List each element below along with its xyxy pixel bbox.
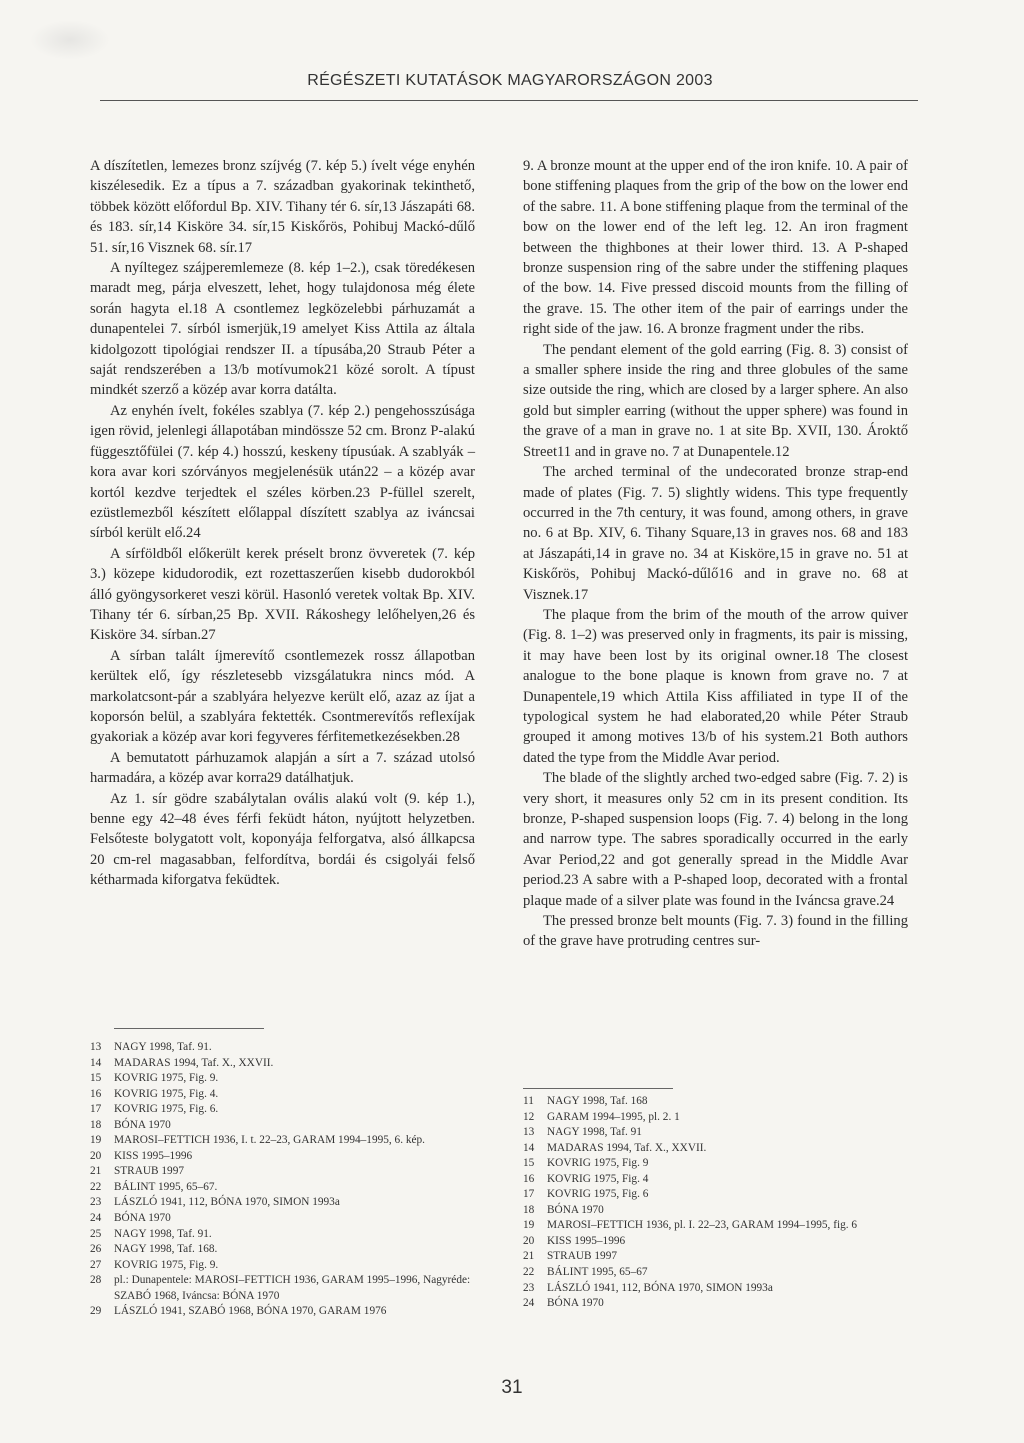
paragraph: A nyíltegez szájperemlemeze (8. kép 1–2.), csak töredékesen maradt meg, párja elveszett, lehet, hogy tulajdonosa még élete során hagyta el.18 A csontlemez legközelebbi párhuzamát a dunapentelei 7. sírból ismerjük,19 amelyet Kiss Attila az általa kidolgozott tipológiai rendszer II. a típusába,20 Straub Péter a saját rendszerében a 13/b motívumok21 közé sorolt. A típust mindkét szerző a közép avar korra datálta. [90, 260, 475, 399]
footnote-text: BÓNA 1970 [114, 1118, 171, 1131]
footnote [523, 1110, 908, 1126]
footnote-text: BÓNA 1970 [547, 1297, 604, 1310]
footnote [90, 1211, 475, 1227]
footnote-number: 20 [90, 1149, 102, 1162]
footnote-text: BÓNA 1970 [547, 1203, 604, 1216]
footnote-text: KISS 1995–1996 [547, 1234, 626, 1247]
page-number: 31 [501, 1377, 523, 1398]
footnote [90, 1180, 475, 1196]
footnote-text: STRAUB 1997 [114, 1165, 184, 1178]
footnote-text: KOVRIG 1975, Fig. 6 [547, 1188, 649, 1201]
footnote [523, 1281, 908, 1297]
paragraph: Az enyhén ívelt, fokéles szablya (7. kép 2.) pengehosszúsága igen rövid, jelenlegi állapotában mindössze 52 cm. Bronz P-alakú függesztőfülei (7. kép 4.) hosszú, keskeny típusúak. A szablyák – kora avar kori szórványos megjelenésük után22 – a közép avar kortól kezdve terjedtek el széles körben.23 P-füllel szerelt, ezüstlemezből készített előlappal díszített szablya az iváncsai sírból került elő.24 [90, 402, 475, 542]
footnote-text: KOVRIG 1975, Fig. 9. [114, 1072, 219, 1085]
footnote [90, 1242, 475, 1258]
footnote [90, 1087, 475, 1103]
footnote-number: 16 [90, 1087, 102, 1100]
footnote [90, 1102, 475, 1118]
footnote-number: 16 [523, 1172, 535, 1185]
footnote-number: 19 [90, 1134, 102, 1147]
footnote [523, 1234, 908, 1250]
footnote-text: BÓNA 1970 [114, 1212, 171, 1225]
footnote [90, 1149, 475, 1165]
left-footnotes [90, 1040, 475, 1320]
footnote [523, 1203, 908, 1219]
footnote [90, 1071, 475, 1087]
footnote-text: KOVRIG 1975, Fig. 9 [547, 1157, 649, 1170]
footnote [523, 1296, 908, 1312]
footnote-number: 23 [90, 1196, 102, 1209]
footnote-text: LÁSZLÓ 1941, 112, BÓNA 1970, SIMON 1993a [547, 1281, 773, 1294]
right-column [523, 156, 908, 952]
paragraph: Az 1. sír gödre szabálytalan ovális alakú volt (9. kép 1.), benne egy 42–48 éves férfi feküdt háton, nyújtott helyzetben. Felsőteste bolygatott volt, koponyája felforgatva, alsó állkapcsa 20 cm-rel magasabban, felfordítva, bordái és csigolyái felső kétharmada kiforgatva feküdtek. [90, 790, 475, 889]
footnote-number: 25 [90, 1227, 102, 1240]
footnote-number: 21 [523, 1250, 535, 1263]
footnote-text: KOVRIG 1975, Fig. 9. [114, 1258, 219, 1271]
footnote-number: 20 [523, 1234, 535, 1247]
footnote-text: MADARAS 1994, Taf. X., XXVII. [114, 1056, 274, 1069]
paragraph: The blade of the slightly arched two-edged sabre (Fig. 7. 2) is very short, it measures only 52 cm in its present condition. Its bronze, P-shaped suspension loops (Fig. 7. 4) belong in the long and narrow type. The sabres sporadically occurred in the early Avar Period,22 and got generally spread in the Middle Avar period.23 A sabre with a P-shaped loop, decorated with a frontal plaque made of a silver plate was found in the Iváncsa grave.24 [523, 770, 908, 909]
footnote [523, 1249, 908, 1265]
footnote-number: 18 [90, 1118, 102, 1131]
footnote-text: NAGY 1998, Taf. 168. [114, 1243, 218, 1256]
paragraph: A sírföldből előkerült kerek préselt bronz övveretek (7. kép 3.) közepe kidudorodik, ezt rozettaszerűen kisebb dudorokból álló gyöngysorkeret veszi körül. Hasonló veretek voltak Bp. XIV. Tihany tér 6. sírban,25 Bp. XVII. Rákoshegy lelőhelyen,26 és Kisköre 34. sírban.27 [90, 545, 475, 644]
footnote-text: LÁSZLÓ 1941, 112, BÓNA 1970, SIMON 1993a [114, 1196, 340, 1209]
footnote-text: STRAUB 1997 [547, 1250, 617, 1263]
paragraph: A bemutatott párhuzamok alapján a sírt a 7. század utolsó harmadára, a közép avar korra29 datálhatjuk. [90, 749, 475, 787]
footnote-number: 22 [90, 1180, 102, 1193]
paragraph: The pendant element of the gold earring (Fig. 8. 3) consist of a smaller sphere inside the ring and three globules of the same size outside the ring, which are closed by a larger sphere. An also gold but simpler earring (without the upper sphere) was found in the grave of a man in grave no. 1 at site Bp. XVII, 130. Ároktő Street11 and in grave no. 7 at Dunapentele.12 [523, 341, 908, 460]
footnote-text: BÁLINT 1995, 65–67 [547, 1266, 648, 1279]
footnote [523, 1187, 908, 1203]
footnote-text: NAGY 1998, Taf. 168 [547, 1095, 648, 1107]
footnote-text: KOVRIG 1975, Fig. 4 [547, 1172, 649, 1185]
footnote-number: 24 [90, 1212, 102, 1225]
footnote-rule [523, 1088, 673, 1089]
footnote-number: 14 [90, 1056, 102, 1069]
footnote-number: 15 [523, 1157, 535, 1170]
footnote-number: 13 [90, 1041, 102, 1053]
footnote-text: NAGY 1998, Taf. 91. [114, 1041, 212, 1053]
footnote-text: GARAM 1994–1995, pl. 2. 1 [547, 1110, 680, 1123]
paragraph: The arched terminal of the undecorated bronze strap-end made of plates (Fig. 7. 5) slightly widens. This type frequently occurred in the 7th century, it was found, among others, in grave no. 6 at Bp. XIV, 6. Tihany Square,13 in graves nos. 68 and 183 at Jászapáti,14 in grave no. 34 at Kisköre,15 in grave no. 51 at Kiskőrös, Pohibuj Mackó-dűlő16 and in grave no. 68 at Visznek.17 [523, 464, 908, 603]
footnote-text: LÁSZLÓ 1941, SZABÓ 1968, BÓNA 1970, GARAM 1976 [114, 1305, 387, 1318]
footnote-number: 17 [90, 1103, 102, 1116]
footnote-number: 17 [523, 1188, 535, 1201]
footnote [90, 1195, 475, 1211]
paragraph: The plaque from the brim of the mouth of the arrow quiver (Fig. 8. 1–2) was preserved only in fragments, its pair is missing, it may have been lost by its original owner.18 The closest analogue to the bone plaque is known from grave no. 7 at Dunapentele,19 which Attila Kiss affiliated in type II of the typological system he had elaborated,20 while Péter Straub grouped it among motives 13/b of his system.21 Both authors dated the type from the Middle Avar period. [523, 606, 908, 766]
header-rule [100, 100, 918, 101]
footnote-text: KISS 1995–1996 [114, 1149, 193, 1162]
running-header: RÉGÉSZETI KUTATÁSOK MAGYARORSZÁGON 2003 [307, 72, 713, 89]
footnote [90, 1056, 475, 1072]
footnote [523, 1141, 908, 1157]
footnote-text: pl.: Dunapentele: MAROSI–FETTICH 1936, GARAM 1995–1996, Nagyréde: SZABÓ 1968, Iváncsa: BÓNA 1970 [114, 1274, 471, 1302]
footnote [90, 1133, 475, 1149]
footnote-number: 27 [90, 1258, 102, 1271]
footnote [90, 1273, 475, 1304]
footnote-number: 13 [523, 1126, 535, 1139]
footnote [523, 1094, 908, 1110]
paragraph: A sírban talált íjmerevítő csontlemezek rossz állapotban kerültek elő, így részletesebb vizsgálatukra nincs mód. A markolatcsont-pár a szablyára helyezve került elő, azaz az íjat a koporsón belül, a szablyára fektették. Csontmerevítős reflexíjak gyakoriak a közép avar kori fegyveres férfitemetkezésekben.28 [90, 647, 475, 746]
footnote [523, 1218, 908, 1234]
footnote-number: 22 [523, 1266, 535, 1279]
paragraph: A díszítetlen, lemezes bronz szíjvég (7. kép 5.) ívelt vége enyhén kiszélesedik. Ez a típus a 7. században gyakorinak tekinthető, többek között előfordul Bp. XIV. Tihany tér 6. sír,13 Jászapáti 68. és 183. sír,14 Kisköre 34. sír,15 Kiskőrös, Pohibuj Mackó-dűlő 51. sír,16 Visznek 68. sír.17 [90, 158, 475, 256]
footnote-number: 11 [523, 1095, 534, 1107]
footnote [523, 1172, 908, 1188]
footnote-number: 14 [523, 1141, 535, 1154]
footnote [90, 1164, 475, 1180]
right-footnotes [523, 1094, 908, 1312]
footnote [90, 1227, 475, 1243]
footnote-text: NAGY 1998, Taf. 91. [114, 1227, 212, 1240]
footnote-text: KOVRIG 1975, Fig. 6. [114, 1103, 219, 1116]
footnote [90, 1258, 475, 1274]
left-column [90, 156, 475, 891]
footnote-number: 29 [90, 1305, 102, 1318]
footnote-number: 18 [523, 1203, 535, 1216]
footnote [90, 1304, 475, 1320]
footnote-number: 21 [90, 1165, 102, 1178]
footnote-number: 28 [90, 1274, 102, 1287]
footnote-text: MAROSI–FETTICH 1936, I. t. 22–23, GARAM 1994–1995, 6. kép. [114, 1134, 425, 1147]
footnote-number: 12 [523, 1110, 535, 1123]
paragraph: 9. A bronze mount at the upper end of the iron knife. 10. A pair of bone stiffening plaques from the grip of the bow on the lower end of the sabre. 11. A bone stiffening plaque from the terminal of the bow on the lower end of the left leg. 12. An iron fragment between the thighbones at their lower third. 13. A P-shaped bronze suspension ring of the sabre under the stiffening plaques of the bow. 14. Five pressed discoid mounts from the filling of the grave. 15. The other item of the pair of earrings under the right side of the jaw. 16. A bronze fragment under the ribs. [523, 158, 908, 338]
footnote [523, 1156, 908, 1172]
footnote-number: 19 [523, 1219, 535, 1232]
footnote [90, 1040, 475, 1056]
footnote-text: BÁLINT 1995, 65–67. [114, 1180, 218, 1193]
footnote-number: 23 [523, 1281, 535, 1294]
paragraph: The pressed bronze belt mounts (Fig. 7. 3) found in the filling of the grave have protruding centres sur- [523, 913, 908, 950]
footnote-number: 24 [523, 1297, 535, 1310]
footnote-text: MADARAS 1994, Taf. X., XXVII. [547, 1141, 707, 1154]
footnote-rule [114, 1028, 264, 1029]
footnote-text: KOVRIG 1975, Fig. 4. [114, 1087, 219, 1100]
footnote [90, 1118, 475, 1134]
footnote-text: NAGY 1998, Taf. 91 [547, 1126, 642, 1139]
footnote [523, 1265, 908, 1281]
footnote-number: 15 [90, 1072, 102, 1085]
footnote [523, 1125, 908, 1141]
scan-smudge [30, 20, 110, 60]
footnote-text: MAROSI–FETTICH 1936, pl. I. 22–23, GARAM 1994–1995, fig. 6 [547, 1219, 858, 1232]
footnote-number: 26 [90, 1243, 102, 1256]
